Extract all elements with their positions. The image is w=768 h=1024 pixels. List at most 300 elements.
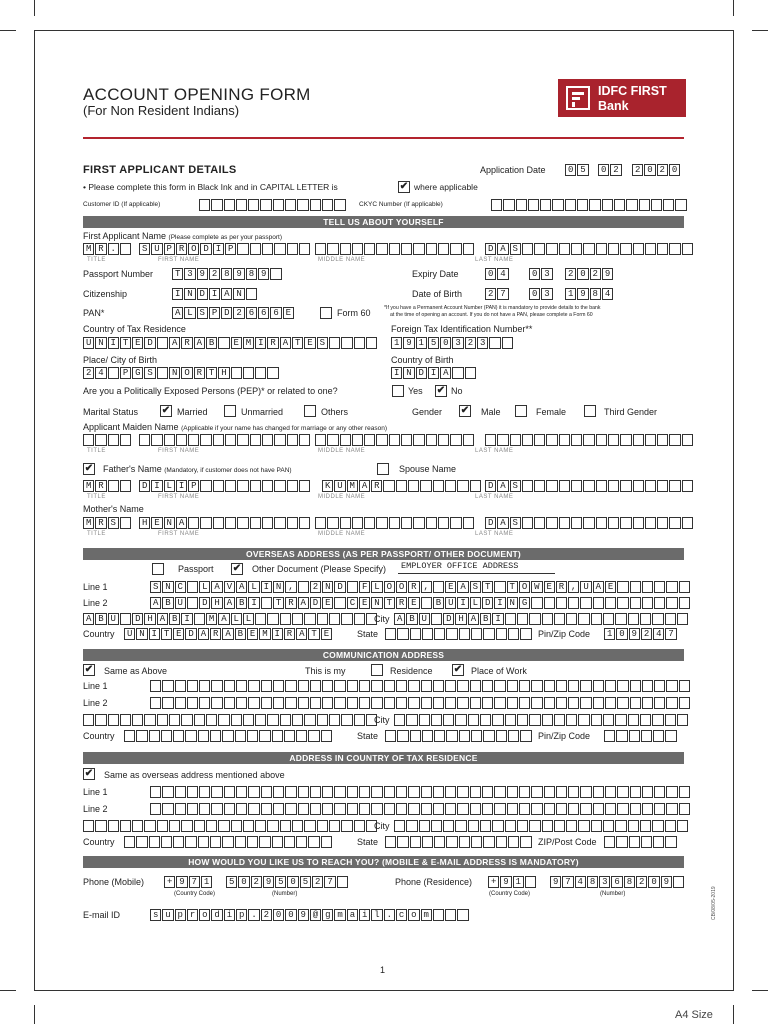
char-box[interactable] bbox=[657, 243, 668, 255]
char-box[interactable] bbox=[272, 730, 283, 742]
char-box[interactable]: 4 bbox=[497, 268, 508, 280]
char-box[interactable] bbox=[445, 803, 456, 815]
char-box[interactable] bbox=[262, 434, 273, 446]
char-box[interactable] bbox=[389, 243, 400, 255]
char-box[interactable] bbox=[255, 613, 266, 625]
char-box[interactable] bbox=[371, 697, 382, 709]
char-box[interactable] bbox=[397, 628, 408, 640]
char-box[interactable] bbox=[519, 697, 530, 709]
char-box[interactable]: E bbox=[321, 628, 332, 640]
char-box[interactable] bbox=[508, 628, 519, 640]
char-box[interactable]: N bbox=[371, 597, 382, 609]
char-box[interactable] bbox=[608, 517, 619, 529]
name-last-boxes[interactable] bbox=[485, 243, 694, 255]
char-box[interactable] bbox=[200, 517, 211, 529]
char-box[interactable] bbox=[502, 337, 513, 349]
char-box[interactable] bbox=[640, 714, 651, 726]
char-box[interactable] bbox=[270, 268, 281, 280]
char-box[interactable]: m bbox=[421, 909, 432, 921]
char-box[interactable] bbox=[422, 730, 433, 742]
char-box[interactable] bbox=[505, 613, 516, 625]
char-box[interactable] bbox=[480, 820, 491, 832]
char-box[interactable] bbox=[608, 434, 619, 446]
char-box[interactable] bbox=[629, 730, 640, 742]
char-box[interactable]: 1 bbox=[513, 876, 524, 888]
char-box[interactable] bbox=[641, 730, 652, 742]
char-box[interactable] bbox=[520, 836, 531, 848]
char-box[interactable] bbox=[304, 613, 315, 625]
char-box[interactable] bbox=[434, 836, 445, 848]
overseas-pin-boxes[interactable] bbox=[604, 628, 678, 640]
char-box[interactable]: N bbox=[164, 517, 175, 529]
char-box[interactable]: I bbox=[248, 597, 259, 609]
char-box[interactable] bbox=[603, 714, 614, 726]
comm-city-boxes[interactable] bbox=[394, 714, 689, 726]
pan-boxes[interactable] bbox=[172, 307, 295, 319]
char-box[interactable]: A bbox=[440, 367, 451, 379]
char-box[interactable] bbox=[366, 337, 377, 349]
char-box[interactable]: D bbox=[200, 243, 211, 255]
char-box[interactable] bbox=[188, 434, 199, 446]
char-box[interactable] bbox=[296, 836, 307, 848]
char-box[interactable]: E bbox=[408, 597, 419, 609]
char-box[interactable]: A bbox=[83, 613, 94, 625]
char-box[interactable]: M bbox=[206, 613, 217, 625]
char-box[interactable] bbox=[682, 243, 693, 255]
comm-line2-boxes[interactable] bbox=[150, 697, 691, 709]
char-box[interactable] bbox=[419, 820, 430, 832]
char-box[interactable]: H bbox=[218, 367, 229, 379]
char-box[interactable] bbox=[169, 714, 180, 726]
name-first-boxes[interactable] bbox=[139, 243, 311, 255]
char-box[interactable]: E bbox=[283, 307, 294, 319]
char-box[interactable] bbox=[666, 803, 677, 815]
char-box[interactable] bbox=[438, 517, 449, 529]
char-box[interactable]: I bbox=[457, 597, 468, 609]
pep-yes-checkbox[interactable] bbox=[392, 385, 404, 397]
char-box[interactable]: E bbox=[132, 337, 143, 349]
char-box[interactable]: I bbox=[181, 613, 192, 625]
char-box[interactable] bbox=[520, 730, 531, 742]
char-box[interactable] bbox=[334, 199, 345, 211]
char-box[interactable] bbox=[596, 517, 607, 529]
char-box[interactable] bbox=[617, 581, 628, 593]
char-box[interactable] bbox=[457, 480, 468, 492]
char-box[interactable]: 9 bbox=[298, 909, 309, 921]
char-box[interactable] bbox=[546, 243, 557, 255]
char-box[interactable]: @ bbox=[310, 909, 321, 921]
char-box[interactable] bbox=[187, 803, 198, 815]
char-box[interactable]: 3 bbox=[184, 268, 195, 280]
char-box[interactable] bbox=[546, 517, 557, 529]
char-box[interactable] bbox=[596, 434, 607, 446]
char-box[interactable] bbox=[237, 434, 248, 446]
char-box[interactable] bbox=[255, 820, 266, 832]
father-middle-boxes[interactable] bbox=[322, 480, 482, 492]
pep-no-checkbox[interactable]: ✔ bbox=[436, 385, 446, 396]
char-box[interactable] bbox=[161, 836, 172, 848]
char-box[interactable] bbox=[408, 803, 419, 815]
char-box[interactable]: 1 bbox=[416, 337, 427, 349]
char-box[interactable] bbox=[224, 680, 235, 692]
char-box[interactable] bbox=[83, 820, 94, 832]
char-box[interactable] bbox=[604, 730, 615, 742]
char-box[interactable] bbox=[347, 581, 358, 593]
char-box[interactable] bbox=[298, 803, 309, 815]
char-box[interactable]: I bbox=[149, 628, 160, 640]
char-box[interactable]: P bbox=[188, 480, 199, 492]
char-box[interactable] bbox=[494, 803, 505, 815]
char-box[interactable] bbox=[630, 680, 641, 692]
char-box[interactable] bbox=[144, 820, 155, 832]
char-box[interactable] bbox=[554, 714, 565, 726]
char-box[interactable] bbox=[443, 820, 454, 832]
char-box[interactable]: T bbox=[206, 367, 217, 379]
char-box[interactable] bbox=[322, 199, 333, 211]
char-box[interactable]: g bbox=[322, 909, 333, 921]
char-box[interactable]: A bbox=[172, 307, 183, 319]
char-box[interactable] bbox=[359, 680, 370, 692]
char-box[interactable]: 3 bbox=[477, 337, 488, 349]
char-box[interactable]: A bbox=[457, 581, 468, 593]
char-box[interactable]: 0 bbox=[598, 164, 609, 176]
char-box[interactable] bbox=[285, 199, 296, 211]
char-box[interactable]: A bbox=[157, 613, 168, 625]
char-box[interactable] bbox=[341, 820, 352, 832]
char-box[interactable] bbox=[175, 786, 186, 798]
char-box[interactable] bbox=[149, 836, 160, 848]
char-box[interactable] bbox=[298, 680, 309, 692]
char-box[interactable] bbox=[164, 434, 175, 446]
char-box[interactable] bbox=[522, 480, 533, 492]
char-box[interactable] bbox=[83, 714, 94, 726]
char-box[interactable]: E bbox=[304, 337, 315, 349]
char-box[interactable]: L bbox=[231, 613, 242, 625]
mobile-country-code-boxes[interactable] bbox=[164, 876, 213, 888]
char-box[interactable] bbox=[222, 836, 233, 848]
mobile-number-boxes[interactable] bbox=[226, 876, 349, 888]
char-box[interactable] bbox=[108, 367, 119, 379]
char-box[interactable] bbox=[274, 434, 285, 446]
char-box[interactable]: 9 bbox=[258, 268, 269, 280]
char-box[interactable] bbox=[633, 243, 644, 255]
char-box[interactable] bbox=[298, 581, 309, 593]
char-box[interactable]: , bbox=[568, 581, 579, 593]
char-box[interactable] bbox=[150, 697, 161, 709]
char-box[interactable] bbox=[236, 697, 247, 709]
char-box[interactable]: 9 bbox=[233, 268, 244, 280]
char-box[interactable] bbox=[274, 480, 285, 492]
char-box[interactable] bbox=[626, 199, 637, 211]
char-box[interactable]: i bbox=[224, 909, 235, 921]
char-box[interactable] bbox=[371, 803, 382, 815]
char-box[interactable] bbox=[139, 434, 150, 446]
char-box[interactable] bbox=[334, 803, 345, 815]
char-box[interactable] bbox=[310, 786, 321, 798]
char-box[interactable] bbox=[231, 714, 242, 726]
char-box[interactable] bbox=[568, 697, 579, 709]
char-box[interactable] bbox=[446, 628, 457, 640]
char-box[interactable] bbox=[211, 199, 222, 211]
char-box[interactable]: 2 bbox=[485, 288, 496, 300]
char-box[interactable]: U bbox=[419, 613, 430, 625]
char-box[interactable] bbox=[413, 243, 424, 255]
char-box[interactable] bbox=[463, 434, 474, 446]
char-box[interactable] bbox=[556, 803, 567, 815]
char-box[interactable] bbox=[200, 434, 211, 446]
char-box[interactable]: R bbox=[284, 628, 295, 640]
char-box[interactable] bbox=[354, 714, 365, 726]
overseas-state-boxes[interactable] bbox=[385, 628, 533, 640]
char-box[interactable] bbox=[410, 730, 421, 742]
char-box[interactable] bbox=[218, 337, 229, 349]
char-box[interactable] bbox=[542, 820, 553, 832]
char-box[interactable]: L bbox=[470, 597, 481, 609]
char-box[interactable] bbox=[124, 836, 135, 848]
char-box[interactable] bbox=[175, 803, 186, 815]
char-box[interactable] bbox=[663, 199, 674, 211]
char-box[interactable] bbox=[630, 597, 641, 609]
char-box[interactable] bbox=[419, 714, 430, 726]
char-box[interactable] bbox=[593, 680, 604, 692]
char-box[interactable] bbox=[376, 434, 387, 446]
char-box[interactable] bbox=[334, 680, 345, 692]
char-box[interactable] bbox=[340, 243, 351, 255]
char-box[interactable]: A bbox=[222, 628, 233, 640]
char-box[interactable]: A bbox=[176, 517, 187, 529]
char-box[interactable] bbox=[199, 697, 210, 709]
expiry-month-boxes[interactable] bbox=[529, 268, 554, 280]
char-box[interactable] bbox=[665, 613, 676, 625]
char-box[interactable] bbox=[470, 803, 481, 815]
char-box[interactable] bbox=[260, 199, 271, 211]
char-box[interactable] bbox=[566, 820, 577, 832]
char-box[interactable] bbox=[483, 628, 494, 640]
char-box[interactable] bbox=[654, 803, 665, 815]
char-box[interactable] bbox=[431, 820, 442, 832]
char-box[interactable] bbox=[602, 199, 613, 211]
char-box[interactable]: 4 bbox=[653, 628, 664, 640]
char-box[interactable] bbox=[679, 697, 690, 709]
char-box[interactable] bbox=[438, 243, 449, 255]
char-box[interactable] bbox=[492, 820, 503, 832]
char-box[interactable] bbox=[433, 803, 444, 815]
char-box[interactable] bbox=[620, 480, 631, 492]
char-box[interactable]: 0 bbox=[285, 909, 296, 921]
char-box[interactable] bbox=[317, 820, 328, 832]
char-box[interactable]: a bbox=[347, 909, 358, 921]
char-box[interactable] bbox=[494, 786, 505, 798]
char-box[interactable] bbox=[629, 836, 640, 848]
char-box[interactable]: L bbox=[199, 581, 210, 593]
char-box[interactable] bbox=[529, 820, 540, 832]
char-box[interactable] bbox=[181, 820, 192, 832]
char-box[interactable] bbox=[445, 480, 456, 492]
char-box[interactable] bbox=[517, 613, 528, 625]
char-box[interactable] bbox=[334, 786, 345, 798]
char-box[interactable] bbox=[614, 199, 625, 211]
char-box[interactable] bbox=[304, 820, 315, 832]
char-box[interactable] bbox=[508, 836, 519, 848]
passport-boxes[interactable] bbox=[172, 268, 283, 280]
char-box[interactable] bbox=[261, 803, 272, 815]
char-box[interactable] bbox=[593, 597, 604, 609]
char-box[interactable] bbox=[491, 199, 502, 211]
char-box[interactable] bbox=[315, 517, 326, 529]
char-box[interactable]: N bbox=[169, 367, 180, 379]
char-box[interactable] bbox=[665, 836, 676, 848]
char-box[interactable] bbox=[410, 836, 421, 848]
tax-zip-boxes[interactable] bbox=[604, 836, 678, 848]
char-box[interactable] bbox=[224, 199, 235, 211]
residence-country-code-boxes[interactable] bbox=[488, 876, 537, 888]
char-box[interactable] bbox=[359, 803, 370, 815]
father-title-boxes[interactable] bbox=[83, 480, 132, 492]
char-box[interactable]: D bbox=[221, 307, 232, 319]
char-box[interactable] bbox=[657, 480, 668, 492]
char-box[interactable]: M bbox=[83, 517, 94, 529]
char-box[interactable] bbox=[322, 786, 333, 798]
char-box[interactable] bbox=[554, 820, 565, 832]
char-box[interactable] bbox=[136, 836, 147, 848]
char-box[interactable]: 8 bbox=[590, 288, 601, 300]
char-box[interactable] bbox=[213, 434, 224, 446]
char-box[interactable] bbox=[433, 680, 444, 692]
char-box[interactable] bbox=[489, 337, 500, 349]
char-box[interactable]: . bbox=[384, 909, 395, 921]
char-box[interactable]: r bbox=[187, 909, 198, 921]
char-box[interactable] bbox=[376, 517, 387, 529]
char-box[interactable] bbox=[272, 836, 283, 848]
char-box[interactable]: D bbox=[416, 367, 427, 379]
char-box[interactable] bbox=[583, 243, 594, 255]
char-box[interactable] bbox=[218, 714, 229, 726]
char-box[interactable] bbox=[173, 836, 184, 848]
char-box[interactable]: E bbox=[605, 581, 616, 593]
char-box[interactable] bbox=[394, 714, 405, 726]
char-box[interactable]: N bbox=[136, 628, 147, 640]
char-box[interactable]: L bbox=[243, 613, 254, 625]
char-box[interactable]: B bbox=[433, 597, 444, 609]
char-box[interactable] bbox=[267, 613, 278, 625]
char-box[interactable] bbox=[556, 597, 567, 609]
char-box[interactable]: M bbox=[347, 480, 358, 492]
char-box[interactable] bbox=[615, 714, 626, 726]
char-box[interactable] bbox=[206, 820, 217, 832]
char-box[interactable]: E bbox=[247, 628, 258, 640]
char-box[interactable] bbox=[583, 480, 594, 492]
char-box[interactable] bbox=[652, 820, 663, 832]
char-box[interactable] bbox=[642, 581, 653, 593]
char-box[interactable] bbox=[359, 697, 370, 709]
char-box[interactable] bbox=[250, 243, 261, 255]
char-box[interactable] bbox=[497, 434, 508, 446]
overseas-line3-boxes[interactable] bbox=[83, 613, 378, 625]
other-document-checkbox[interactable]: ✔ bbox=[232, 563, 242, 574]
char-box[interactable] bbox=[321, 730, 332, 742]
char-box[interactable] bbox=[556, 680, 567, 692]
char-box[interactable] bbox=[483, 836, 494, 848]
char-box[interactable] bbox=[596, 480, 607, 492]
char-box[interactable]: 9 bbox=[263, 876, 274, 888]
char-box[interactable] bbox=[510, 434, 521, 446]
char-box[interactable] bbox=[420, 480, 431, 492]
char-box[interactable] bbox=[421, 803, 432, 815]
char-box[interactable] bbox=[457, 697, 468, 709]
char-box[interactable] bbox=[237, 480, 248, 492]
char-box[interactable] bbox=[540, 199, 551, 211]
char-box[interactable] bbox=[384, 786, 395, 798]
char-box[interactable]: A bbox=[359, 480, 370, 492]
char-box[interactable]: 8 bbox=[221, 268, 232, 280]
char-box[interactable] bbox=[654, 697, 665, 709]
char-box[interactable]: M bbox=[259, 628, 270, 640]
citizenship-boxes[interactable] bbox=[172, 288, 258, 300]
char-box[interactable] bbox=[546, 434, 557, 446]
char-box[interactable] bbox=[446, 730, 457, 742]
char-box[interactable] bbox=[359, 786, 370, 798]
char-box[interactable] bbox=[640, 613, 651, 625]
char-box[interactable] bbox=[408, 480, 419, 492]
char-box[interactable] bbox=[267, 367, 278, 379]
char-box[interactable]: 2 bbox=[636, 876, 647, 888]
char-box[interactable] bbox=[434, 730, 445, 742]
char-box[interactable] bbox=[413, 434, 424, 446]
char-box[interactable] bbox=[544, 786, 555, 798]
char-box[interactable] bbox=[218, 820, 229, 832]
char-box[interactable] bbox=[470, 480, 481, 492]
char-box[interactable] bbox=[450, 243, 461, 255]
char-box[interactable] bbox=[546, 480, 557, 492]
char-box[interactable] bbox=[571, 243, 582, 255]
char-box[interactable] bbox=[654, 680, 665, 692]
char-box[interactable]: D bbox=[310, 597, 321, 609]
char-box[interactable] bbox=[666, 786, 677, 798]
char-box[interactable] bbox=[578, 820, 589, 832]
char-box[interactable] bbox=[224, 697, 235, 709]
char-box[interactable] bbox=[185, 730, 196, 742]
char-box[interactable] bbox=[211, 697, 222, 709]
char-box[interactable] bbox=[443, 714, 454, 726]
char-box[interactable] bbox=[95, 434, 106, 446]
char-box[interactable]: I bbox=[172, 288, 183, 300]
char-box[interactable]: D bbox=[139, 480, 150, 492]
char-box[interactable] bbox=[310, 199, 321, 211]
char-box[interactable] bbox=[669, 517, 680, 529]
char-box[interactable] bbox=[408, 680, 419, 692]
char-box[interactable] bbox=[583, 517, 594, 529]
char-box[interactable] bbox=[665, 730, 676, 742]
father-name-checkbox[interactable]: ✔ bbox=[84, 463, 94, 474]
char-box[interactable]: D bbox=[485, 517, 496, 529]
residence-number-boxes[interactable] bbox=[550, 876, 685, 888]
char-box[interactable]: S bbox=[108, 517, 119, 529]
third-gender-checkbox[interactable] bbox=[584, 405, 596, 417]
char-box[interactable] bbox=[200, 480, 211, 492]
char-box[interactable]: A bbox=[497, 243, 508, 255]
char-box[interactable] bbox=[482, 680, 493, 692]
char-box[interactable] bbox=[534, 480, 545, 492]
char-box[interactable] bbox=[620, 243, 631, 255]
tax-residence-boxes[interactable] bbox=[83, 337, 378, 349]
char-box[interactable]: 2 bbox=[465, 337, 476, 349]
char-box[interactable]: R bbox=[176, 243, 187, 255]
char-box[interactable]: A bbox=[150, 597, 161, 609]
char-box[interactable] bbox=[507, 680, 518, 692]
char-box[interactable] bbox=[580, 597, 591, 609]
char-box[interactable] bbox=[194, 820, 205, 832]
char-box[interactable]: 0 bbox=[565, 164, 576, 176]
